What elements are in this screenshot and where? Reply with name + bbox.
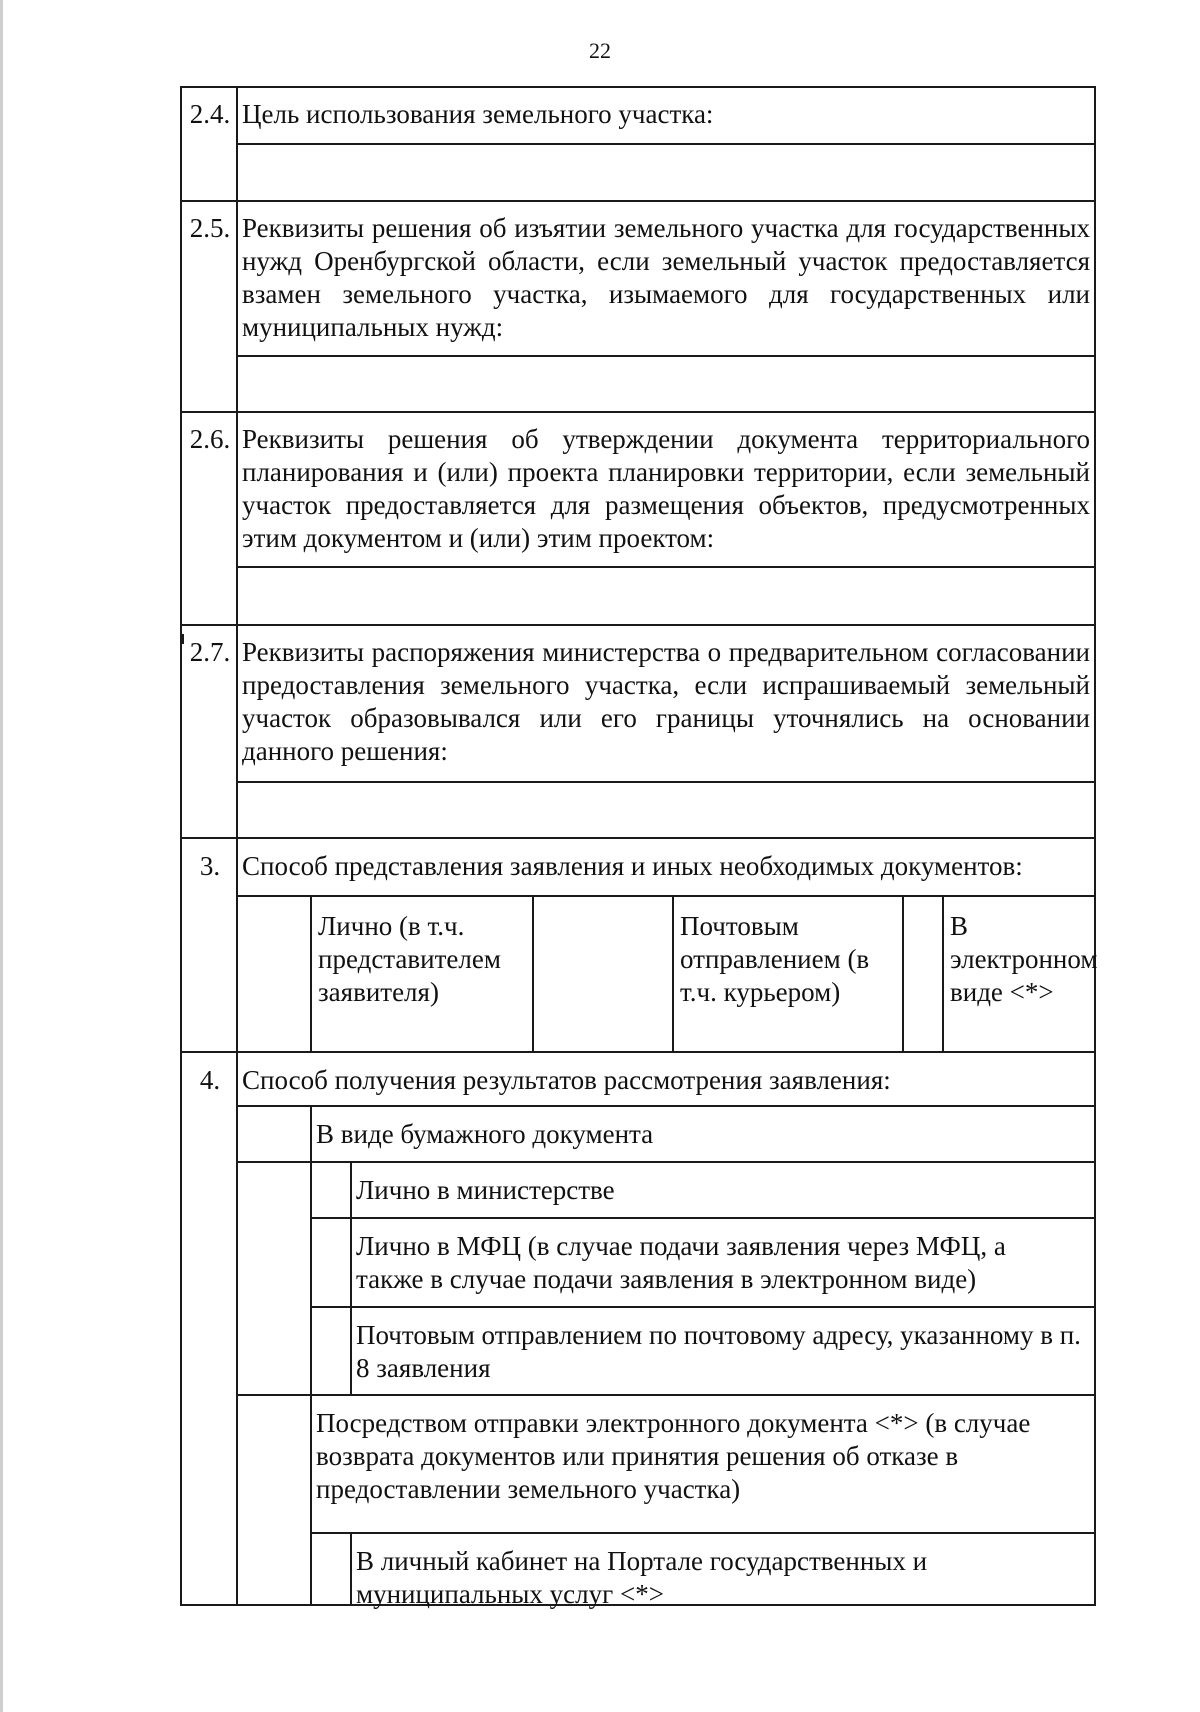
column-divider bbox=[902, 895, 904, 1051]
row-divider bbox=[236, 143, 1096, 145]
result-option-paper: В виде бумажного документа bbox=[316, 1119, 654, 1149]
column-divider bbox=[350, 1532, 352, 1606]
result-suboption-mfc: Лично в МФЦ (в случае подачи заявления через МФЦ, а также в случае подачи заявления в электронном виде) bbox=[356, 1231, 1006, 1294]
row-divider bbox=[310, 1306, 1096, 1308]
section-number: 4. bbox=[199, 1065, 221, 1095]
section-label: Реквизиты распоряжения министерства о предварительном согласовании предоставления земельного участка, если испрашиваемый земельный участок образовывался или его границы уточнялись на основании данного решения: bbox=[242, 637, 1090, 766]
application-form-table bbox=[180, 86, 1098, 1609]
section-label: Цель использования земельного участка: bbox=[242, 99, 714, 129]
submission-option-in-person: Лично (в т.ч. представителем заявителя) bbox=[318, 911, 501, 1007]
section-label: Реквизиты решения об изъятии земельного участка для государственных нужд Оренбургской области, если земельный участок предоставляется взамен земельного участка, изымаемого для государственных или муниципальных нужд: bbox=[242, 213, 1090, 342]
section-label: Способ представления заявления и иных необходимых документов: bbox=[242, 851, 1023, 881]
column-divider bbox=[350, 1161, 352, 1394]
section-number: 2.6. bbox=[189, 424, 231, 454]
row-divider bbox=[182, 1051, 1096, 1053]
row-divider bbox=[236, 1105, 1096, 1107]
row-divider bbox=[182, 200, 1096, 202]
section-number: 3. bbox=[199, 851, 221, 881]
section-label: Реквизиты решения об утверждении документа территориального планирования и (или) проекта планировки территории, если земельный участок предоставляется для размещения объектов, предусмотренных этим документом и (или) этим проектом: bbox=[242, 424, 1090, 553]
column-divider bbox=[310, 1105, 312, 1606]
column-divider bbox=[942, 895, 944, 1051]
section-number: 2.5. bbox=[189, 213, 231, 243]
section-number: 2.7. bbox=[189, 637, 231, 667]
page-number: 22 bbox=[589, 38, 611, 63]
column-divider bbox=[310, 895, 312, 1051]
row-divider bbox=[182, 411, 1096, 413]
row-divider bbox=[236, 781, 1096, 783]
number-column-divider bbox=[236, 88, 238, 1606]
result-option-electronic: Посредством отправки электронного документа <*> (в случае возврата документов или принятия решения об отказе в предоставлении земельного участка) bbox=[316, 1408, 1031, 1504]
column-divider bbox=[672, 895, 674, 1051]
row-divider bbox=[182, 624, 1096, 626]
row-divider bbox=[236, 1394, 1096, 1396]
column-divider bbox=[532, 895, 534, 1051]
row-divider bbox=[236, 355, 1096, 357]
row-divider bbox=[310, 1217, 1096, 1219]
row-divider bbox=[310, 1532, 1096, 1534]
row-divider bbox=[182, 837, 1096, 839]
result-suboption-portal: В личный кабинет на Портале государственных и муниципальных услуг <*> bbox=[356, 1546, 928, 1609]
section-label: Способ получения результатов рассмотрения заявления: bbox=[242, 1065, 891, 1095]
scan-edge bbox=[0, 0, 3, 1712]
section-number: 2.4. bbox=[189, 99, 231, 129]
row-divider bbox=[236, 566, 1096, 568]
submission-option-mail: Почтовым отправлением (в т.ч. курьером) bbox=[680, 911, 870, 1007]
submission-option-electronic: В электронном виде <*> bbox=[950, 911, 1098, 1007]
result-suboption-ministry: Лично в министерстве bbox=[356, 1175, 615, 1205]
row-divider bbox=[236, 1161, 1096, 1163]
result-suboption-post: Почтовым отправлением по почтовому адресу, указанному в п. 8 заявления bbox=[356, 1320, 1081, 1383]
row-divider bbox=[236, 895, 1096, 897]
